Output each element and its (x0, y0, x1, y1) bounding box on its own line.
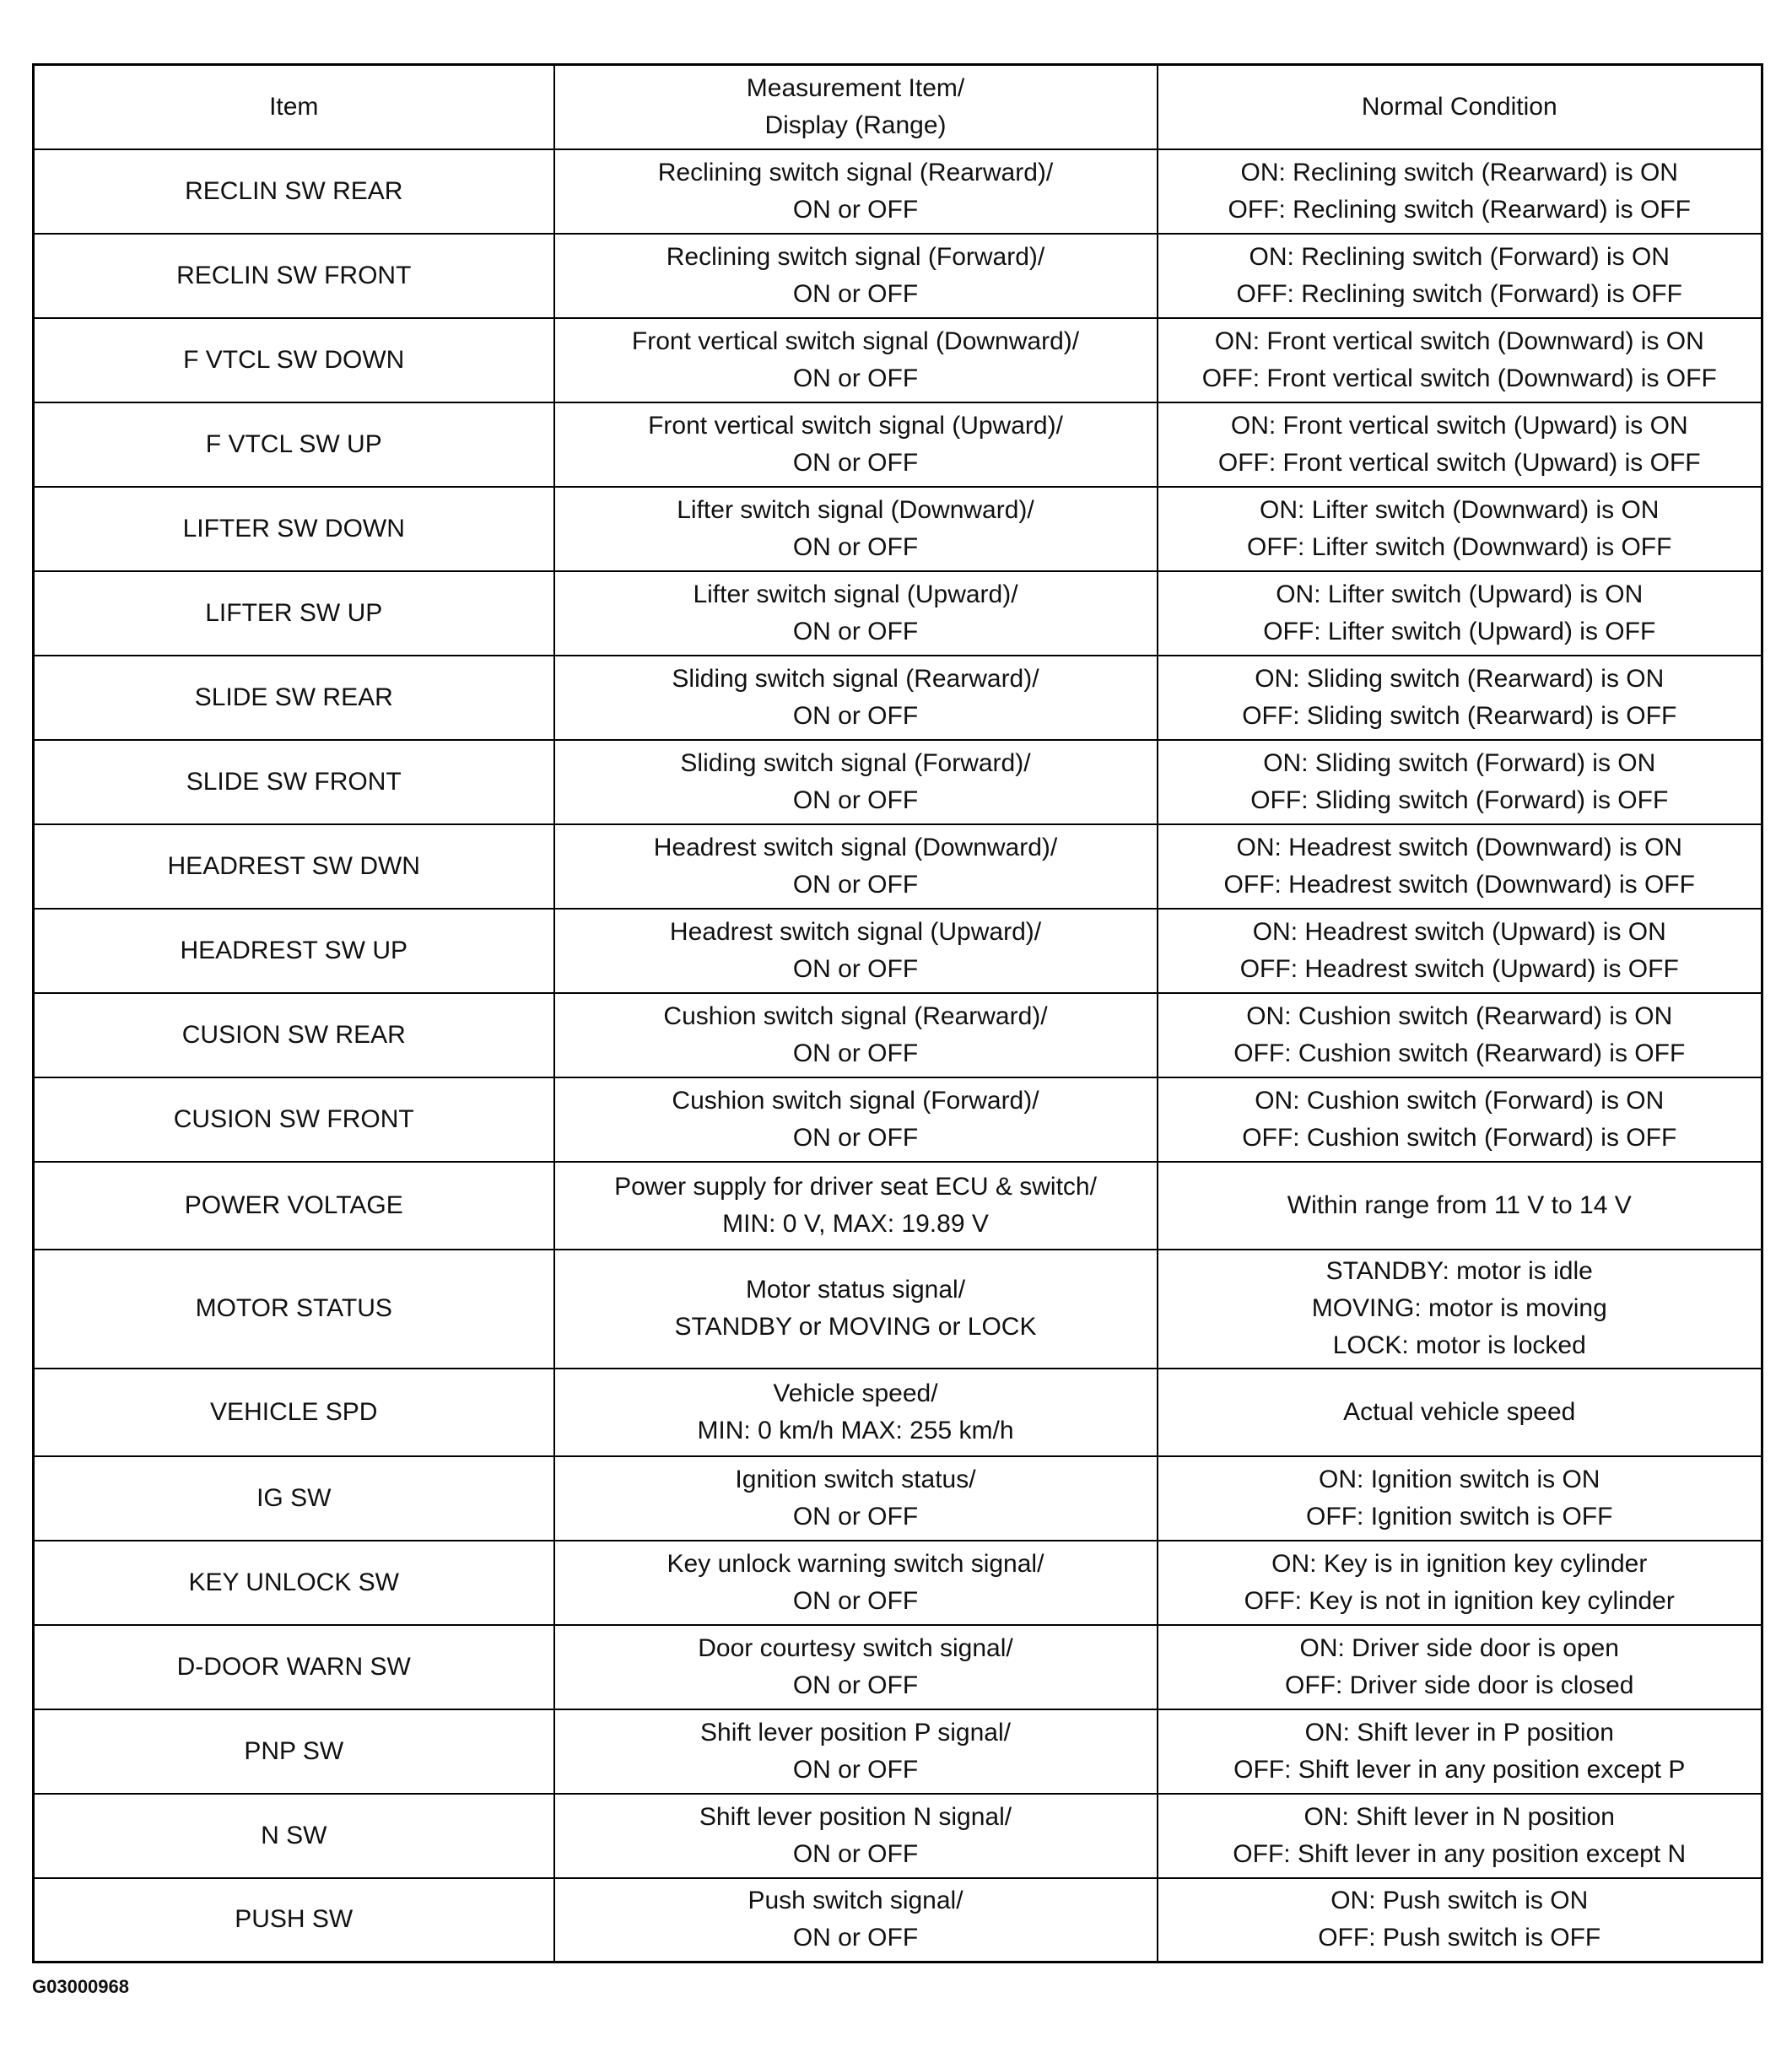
condition-cell: ON: Push switch is ON OFF: Push switch is OFF (1158, 1878, 1762, 1963)
condition-cell: Actual vehicle speed (1158, 1369, 1762, 1456)
measurement-cell: Headrest switch signal (Downward)/ ON or OFF (554, 824, 1158, 909)
measurement-cell: Power supply for driver seat ECU & switch/ MIN: 0 V, MAX: 19.89 V (554, 1162, 1158, 1250)
item-cell: LIFTER SW DOWN (34, 487, 554, 571)
table-row (34, 1250, 1762, 1369)
condition-cell: ON: Cushion switch (Forward) is ON OFF: Cushion switch (Forward) is OFF (1158, 1077, 1762, 1162)
condition-cell: ON: Front vertical switch (Upward) is ON OFF: Front vertical switch (Upward) is OFF (1158, 402, 1762, 487)
item-cell: F VTCL SW DOWN (34, 318, 554, 402)
item-cell: RECLIN SW FRONT (34, 234, 554, 318)
item-cell: SLIDE SW REAR (34, 656, 554, 740)
header-normal-condition: Normal Condition (1158, 65, 1762, 149)
table-row (34, 1369, 1762, 1456)
item-cell: POWER VOLTAGE (34, 1162, 554, 1250)
condition-cell: ON: Reclining switch (Rearward) is ON OFF: Reclining switch (Rearward) is OFF (1158, 149, 1762, 234)
item-cell: HEADREST SW DWN (34, 824, 554, 909)
table-row (34, 993, 1762, 1077)
measurement-cell: Reclining switch signal (Forward)/ ON or OFF (554, 234, 1158, 318)
condition-cell: ON: Headrest switch (Upward) is ON OFF: Headrest switch (Upward) is OFF (1158, 909, 1762, 993)
measurement-cell: Sliding switch signal (Rearward)/ ON or OFF (554, 656, 1158, 740)
table-row (34, 740, 1762, 824)
measurement-cell: Sliding switch signal (Forward)/ ON or OFF (554, 740, 1158, 824)
item-cell: LIFTER SW UP (34, 571, 554, 656)
condition-cell: ON: Sliding switch (Rearward) is ON OFF: Sliding switch (Rearward) is OFF (1158, 656, 1762, 740)
condition-cell: ON: Sliding switch (Forward) is ON OFF: Sliding switch (Forward) is OFF (1158, 740, 1762, 824)
measurement-cell: Cushion switch signal (Forward)/ ON or OFF (554, 1077, 1158, 1162)
measurement-cell: Headrest switch signal (Upward)/ ON or OFF (554, 909, 1158, 993)
table-row (34, 656, 1762, 740)
measurement-cell: Shift lever position N signal/ ON or OFF (554, 1794, 1158, 1878)
item-cell: F VTCL SW UP (34, 402, 554, 487)
measurement-cell: Push switch signal/ ON or OFF (554, 1878, 1158, 1963)
condition-cell: ON: Reclining switch (Forward) is ON OFF: Reclining switch (Forward) is OFF (1158, 234, 1762, 318)
data-list-table (32, 63, 1763, 1963)
table-row (34, 1625, 1762, 1709)
table-row (34, 234, 1762, 318)
measurement-cell: Lifter switch signal (Upward)/ ON or OFF (554, 571, 1158, 656)
measurement-cell: Lifter switch signal (Downward)/ ON or OFF (554, 487, 1158, 571)
condition-cell: ON: Front vertical switch (Downward) is ON OFF: Front vertical switch (Downward) is OFF (1158, 318, 1762, 402)
item-cell: PUSH SW (34, 1878, 554, 1963)
table-row (34, 1878, 1762, 1963)
condition-cell: ON: Shift lever in N position OFF: Shift lever in any position except N (1158, 1794, 1762, 1878)
header-measurement-item: Measurement Item/ Display (Range) (554, 65, 1158, 149)
table-row (34, 909, 1762, 993)
condition-cell: ON: Shift lever in P position OFF: Shift lever in any position except P (1158, 1709, 1762, 1794)
measurement-cell: Reclining switch signal (Rearward)/ ON or OFF (554, 149, 1158, 234)
table-row (34, 571, 1762, 656)
header-item: Item (34, 65, 554, 149)
condition-cell: ON: Ignition switch is ON OFF: Ignition switch is OFF (1158, 1456, 1762, 1541)
condition-cell: ON: Key is in ignition key cylinder OFF: Key is not in ignition key cylinder (1158, 1541, 1762, 1625)
item-cell: N SW (34, 1794, 554, 1878)
condition-cell: ON: Cushion switch (Rearward) is ON OFF: Cushion switch (Rearward) is OFF (1158, 993, 1762, 1077)
table-row (34, 487, 1762, 571)
measurement-cell: Key unlock warning switch signal/ ON or OFF (554, 1541, 1158, 1625)
measurement-cell: Motor status signal/ STANDBY or MOVING or LOCK (554, 1250, 1158, 1369)
table-row (34, 149, 1762, 234)
table-row (34, 1077, 1762, 1162)
table-row (34, 1456, 1762, 1541)
condition-cell: ON: Headrest switch (Downward) is ON OFF: Headrest switch (Downward) is OFF (1158, 824, 1762, 909)
measurement-cell: Shift lever position P signal/ ON or OFF (554, 1709, 1158, 1794)
item-cell: D-DOOR WARN SW (34, 1625, 554, 1709)
table-row (34, 318, 1762, 402)
table-row (34, 1794, 1762, 1878)
table-row (34, 824, 1762, 909)
condition-cell: ON: Lifter switch (Upward) is ON OFF: Lifter switch (Upward) is OFF (1158, 571, 1762, 656)
item-cell: SLIDE SW FRONT (34, 740, 554, 824)
item-cell: RECLIN SW REAR (34, 149, 554, 234)
measurement-cell: Vehicle speed/ MIN: 0 km/h MAX: 255 km/h (554, 1369, 1158, 1456)
table-row (34, 402, 1762, 487)
item-cell: PNP SW (34, 1709, 554, 1794)
item-cell: KEY UNLOCK SW (34, 1541, 554, 1625)
item-cell: HEADREST SW UP (34, 909, 554, 993)
condition-cell: ON: Lifter switch (Downward) is ON OFF: Lifter switch (Downward) is OFF (1158, 487, 1762, 571)
condition-cell: Within range from 11 V to 14 V (1158, 1162, 1762, 1250)
table-row (34, 1709, 1762, 1794)
table-row (34, 1162, 1762, 1250)
item-cell: IG SW (34, 1456, 554, 1541)
table-header-row (34, 65, 1762, 149)
measurement-cell: Ignition switch status/ ON or OFF (554, 1456, 1158, 1541)
measurement-cell: Cushion switch signal (Rearward)/ ON or OFF (554, 993, 1158, 1077)
figure-id: G03000968 (32, 1976, 129, 1997)
condition-cell: STANDBY: motor is idle MOVING: motor is moving LOCK: motor is locked (1158, 1250, 1762, 1369)
measurement-cell: Front vertical switch signal (Upward)/ ON or OFF (554, 402, 1158, 487)
condition-cell: ON: Driver side door is open OFF: Driver side door is closed (1158, 1625, 1762, 1709)
item-cell: CUSION SW REAR (34, 993, 554, 1077)
item-cell: MOTOR STATUS (34, 1250, 554, 1369)
table-row (34, 1541, 1762, 1625)
measurement-cell: Door courtesy switch signal/ ON or OFF (554, 1625, 1158, 1709)
item-cell: CUSION SW FRONT (34, 1077, 554, 1162)
item-cell: VEHICLE SPD (34, 1369, 554, 1456)
measurement-cell: Front vertical switch signal (Downward)/ ON or OFF (554, 318, 1158, 402)
